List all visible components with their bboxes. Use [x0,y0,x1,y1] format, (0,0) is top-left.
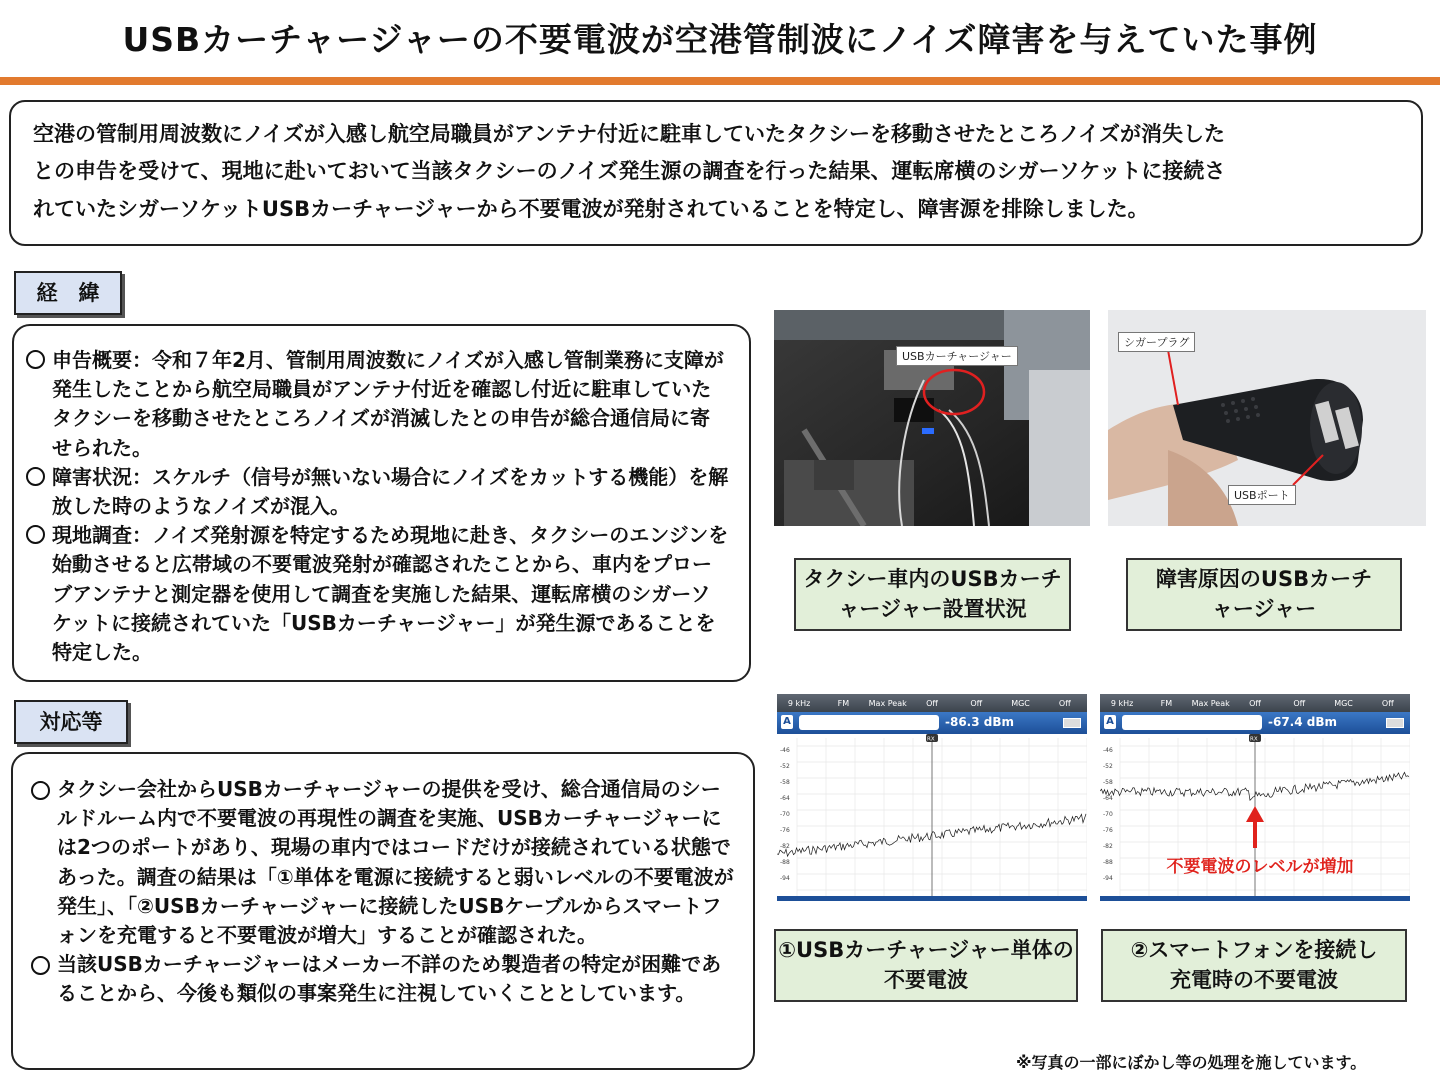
spectrum-plot [1100,734,1410,896]
y-tick-label: -88 [1103,859,1113,866]
summary-line: との申告を受けて、現地に赴いておいて当該タクシーのノイズ発生源の調査を行った結果、運転席横のシガーソケットに接続さ [33,159,1226,184]
background-item-text: 現地調査：ノイズ発射源を特定するため現地に赴き、タクシーのエンジンを始動させると広帯域の不要電波発射が確認されたことから、車内をプローブアンテナと測定器を使用して調査を実施した結果、運転席横のシガーソケットに接続されていた「USBカーチャージャー」が発生源であることを特定した。 [52,523,729,664]
list-item [31,950,739,1008]
list-item [31,775,739,950]
y-tick-label: -64 [1103,795,1113,802]
spectrum-display-charging [1100,694,1410,901]
y-tick-label: -76 [1103,827,1113,834]
response-item-text: タクシー会社からUSBカーチャージャーの提供を受け、総合通信局のシールドルーム内で不要電波の再現性の調査を実施、USBカーチャージャーには2つのポートがあり、現場の車内ではコードだけが接続されている状態であった。調査の結果は「①単体を電源に接続すると弱いレベルの不要電波が発生」、「②USBカーチャージャーに接続したUSBケーブルからスマートフォンを充電すると不要電波が増大」することが確認された。 [57,777,734,947]
background-box [12,324,751,682]
response-section-label: 対応等 [14,700,128,744]
level-increase-annotation: 不要電波のレベルが増加 [1166,857,1354,877]
charging-spectrum-caption [1101,929,1407,1002]
cigar-plug-tag: シガープラグ [1118,332,1195,352]
background-item-text: 障害状況：スケルチ（信号が無いない場合にノイズをカットする機能）を解放した時のようなノイズが混入。 [52,464,729,518]
y-tick-label: -58 [780,779,790,786]
list-item [26,346,729,463]
car-usb-charger-tag: USBカーチャージャー [896,346,1018,366]
y-tick-label: -52 [1103,763,1113,770]
y-tick-label: -58 [1103,779,1113,786]
device-photo-caption [1126,558,1402,631]
circle-bullet-icon [26,525,45,544]
footnote: ※写真の一部にぼかし等の処理を施しています。 [1016,1053,1367,1072]
background-section-label: 経 緯 [14,271,122,315]
car-photo-caption [794,558,1071,631]
spectrum-display-standalone [777,694,1087,901]
spectrum-header: 9 kHz FM Max Peak Off Off MGC Off [777,694,1087,712]
frequency-field [1122,715,1262,730]
level-reading: -67.4 dBm [1268,715,1338,729]
summary-line: 空港の管制用周波数にノイズが入感し航空局職員がアンテナ付近に駐車していたタクシーを移動させたところノイズが消失した [33,122,1225,146]
car-interior-image [774,310,1090,526]
y-tick-label: -70 [780,811,790,818]
channel-a-icon: A [1104,715,1116,729]
spectrum-footer [1100,896,1410,901]
circle-bullet-icon [26,467,45,486]
y-tick-label: -88 [780,859,790,866]
y-tick-label: -94 [1103,875,1113,882]
standalone-spectrum-caption [774,929,1078,1002]
y-tick-label: -82 [780,843,790,850]
response-item-text: 当該USBカーチャージャーはメーカー不詳のため製造者の特定が困難であることから、今後も類似の事案発生に注視していくこととしています。 [57,952,722,1006]
usb-port-tag: USBポート [1228,485,1296,505]
y-tick-label: -70 [1103,811,1113,818]
summary-line: れていたシガーソケットUSBカーチャージャーから不要電波が発射されていることを特定し、障害源を排除しました。 [33,196,1149,221]
background-item-text: 申告概要：令和７年2月、管制用周波数にノイズが入感し管制業務に支障が発生したことから航空局職員がアンテナ付近を確認し付近に駐車していたタクシーを移動させたところノイズが消滅したとの申告が総合通信局に寄せられた。 [52,348,724,460]
spectrum-readout-bar [1100,712,1410,734]
battery-icon [1063,718,1081,728]
frequency-field [799,715,939,730]
standalone-caption-text: ①USBカーチャージャー単体の不要電波 [778,938,1074,992]
summary-box [9,100,1423,246]
y-tick-label: -94 [780,875,790,882]
spectrum-readout-bar [777,712,1087,734]
car-interior-photo [774,310,1090,526]
spectrum-header: 9 kHz FM Max Peak Off Off MGC Off [1100,694,1410,712]
battery-icon [1386,718,1404,728]
circle-bullet-icon [31,781,50,800]
rx-marker-label: RX [1250,736,1258,743]
rx-marker-label: RX [927,736,935,743]
spectrum-plot [777,734,1087,896]
y-tick-label: -64 [780,795,790,802]
list-item [26,521,729,667]
y-tick-label: -46 [780,747,790,754]
y-tick-label: -46 [1103,747,1113,754]
y-tick-label: -52 [780,763,790,770]
car-caption-text: タクシー車内のUSBカーチャージャー設置状況 [803,567,1062,621]
charging-caption-text: ②スマートフォンを接続し充電時の不要電波 [1130,938,1378,992]
level-reading: -86.3 dBm [945,715,1015,729]
page-title: USBカーチャージャーの不要電波が空港管制波にノイズ障害を与えていた事例 [122,20,1318,59]
spectrum-footer [777,896,1087,901]
usb-charger-photo [1108,310,1426,526]
y-tick-label: -82 [1103,843,1113,850]
list-item [26,463,729,521]
device-caption-text: 障害原因のUSBカーチャージャー [1155,567,1373,621]
circle-bullet-icon [31,956,50,975]
circle-bullet-icon [26,350,45,369]
channel-a-icon: A [781,715,793,729]
response-box [11,752,755,1070]
y-tick-label: -76 [780,827,790,834]
title-divider [0,77,1440,85]
